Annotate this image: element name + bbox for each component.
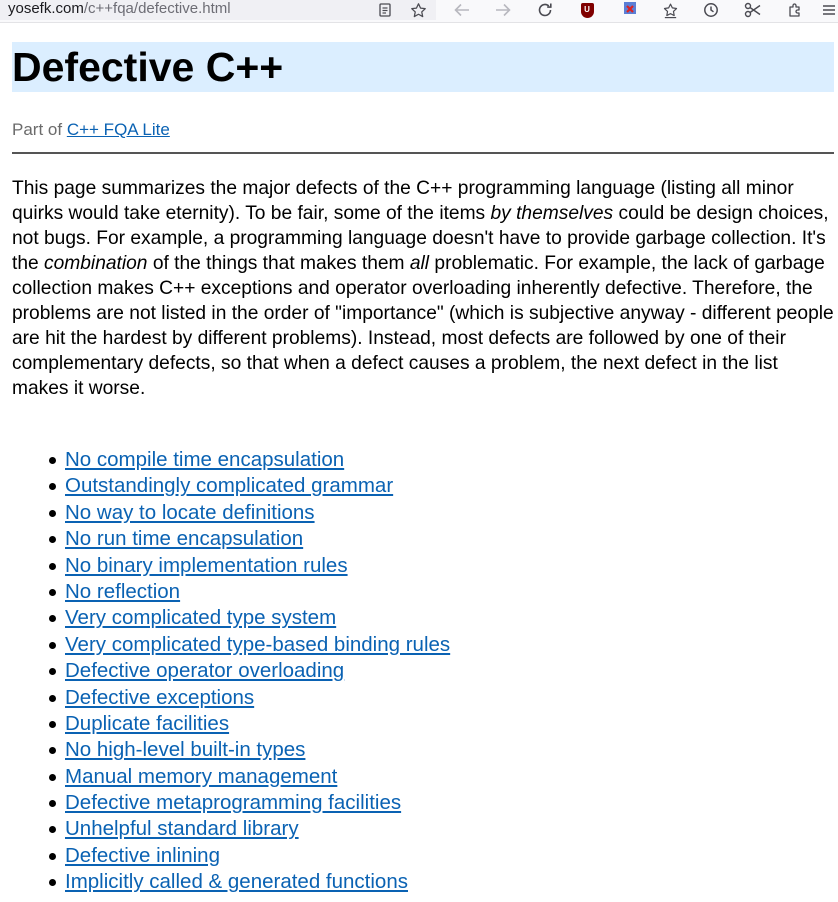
forward-icon[interactable] — [492, 0, 514, 20]
defect-link[interactable]: Defective exceptions — [65, 685, 255, 709]
extensions-icon[interactable] — [784, 0, 806, 20]
extension-icon[interactable] — [619, 0, 641, 20]
defect-link[interactable]: Defective inlining — [65, 843, 220, 867]
url-text[interactable] — [8, 0, 231, 18]
list-item — [12, 553, 450, 579]
list-item — [12, 843, 450, 869]
reader-view-icon[interactable] — [374, 0, 396, 20]
part-of-line — [12, 120, 170, 140]
intro-emphasis-3: all — [409, 253, 430, 274]
list-item — [12, 764, 450, 790]
part-of-prefix: Part of — [12, 120, 63, 139]
list-item — [12, 500, 450, 526]
bullet-icon — [49, 457, 56, 464]
defect-link[interactable]: No binary implementation rules — [65, 553, 348, 577]
defect-link[interactable]: No high-level built-in types — [65, 738, 306, 762]
bullet-icon — [49, 563, 56, 570]
bullet-icon — [49, 774, 56, 781]
menu-icon[interactable] — [818, 0, 838, 20]
bullet-icon — [49, 642, 56, 649]
bullet-icon — [49, 853, 56, 860]
list-item — [12, 816, 450, 842]
list-item — [12, 790, 450, 816]
horizontal-rule — [12, 152, 834, 154]
list-item — [12, 447, 450, 473]
page-title: Defective C++ — [12, 42, 834, 92]
url-path: /c++fqa/defective.html — [83, 0, 231, 17]
bullet-icon — [49, 483, 56, 490]
defect-link[interactable]: Unhelpful standard library — [65, 817, 299, 841]
defect-link[interactable]: Outstandingly complicated grammar — [65, 474, 394, 498]
defect-link[interactable]: Duplicate facilities — [65, 711, 230, 735]
screenshot-icon[interactable] — [742, 0, 764, 20]
defect-link[interactable]: No run time encapsulation — [65, 527, 304, 551]
intro-paragraph — [12, 176, 834, 401]
bullet-icon — [49, 747, 56, 754]
reload-icon[interactable] — [534, 0, 556, 20]
intro-text-2: could be design choices, not bugs. For example, a programming language doesn't have to provide garbage collection. It's the — [12, 203, 829, 274]
defect-link[interactable]: Manual memory management — [65, 764, 338, 788]
list-item — [12, 579, 450, 605]
intro-text-3: of the things that makes them — [147, 253, 410, 274]
back-icon[interactable] — [451, 0, 473, 20]
list-item — [12, 685, 450, 711]
address-bar[interactable] — [0, 0, 436, 20]
url-host: yosefk.com — [8, 0, 84, 17]
bullet-icon — [49, 826, 56, 833]
defect-link[interactable]: Defective operator overloading — [65, 659, 345, 683]
defect-link[interactable]: Very complicated type-based binding rules — [65, 632, 451, 656]
ublock-badge: U — [581, 3, 594, 18]
defect-link[interactable]: No reflection — [65, 579, 181, 603]
browser-toolbar — [0, 0, 838, 23]
list-item — [12, 473, 450, 499]
bullet-icon — [49, 536, 56, 543]
defect-link[interactable]: Implicitly called & generated functions — [65, 870, 408, 894]
bullet-icon — [49, 615, 56, 622]
defect-link[interactable]: No way to locate definitions — [65, 500, 315, 524]
list-item — [12, 658, 450, 684]
bullet-icon — [49, 721, 56, 728]
bullet-icon — [49, 879, 56, 886]
intro-emphasis-2: combination — [44, 253, 148, 274]
defect-link[interactable]: Very complicated type system — [65, 606, 337, 630]
list-item — [12, 737, 450, 763]
ublock-origin-icon[interactable] — [576, 0, 598, 20]
list-item — [12, 526, 450, 552]
bullet-icon — [49, 695, 56, 702]
list-item — [12, 605, 450, 631]
list-item — [12, 869, 450, 895]
defect-link[interactable]: No compile time encapsulation — [65, 448, 345, 471]
library-icon[interactable] — [659, 0, 681, 20]
defects-list — [12, 447, 450, 896]
bullet-icon — [49, 800, 56, 807]
intro-text-4: problematic. For example, the lack of garbage collection makes C++ exceptions and operator overloading inherently defective. Therefore, the problems are not listed in the order of "importance" (which is subjective anyway - different people are hit the hardest by different problems). Instead, most defects are followed by one of their complementary defects, so that when a defect causes a problem, the next defect in the list makes it worse. — [12, 253, 834, 399]
intro-text-1: This page summarizes the major defects of the C++ programming language (listing all minor quirks would take eternity). To be fair, some of the items — [12, 178, 794, 224]
bullet-icon — [49, 668, 56, 675]
bookmark-star-icon[interactable] — [407, 0, 429, 20]
list-item — [12, 632, 450, 658]
intro-emphasis-1: by themselves — [490, 203, 614, 224]
fqa-lite-link[interactable]: C++ FQA Lite — [66, 120, 170, 139]
defect-link[interactable]: Defective metaprogramming facilities — [65, 791, 402, 815]
list-item — [12, 711, 450, 737]
bullet-icon — [49, 589, 56, 596]
bullet-icon — [49, 510, 56, 517]
history-icon[interactable] — [700, 0, 722, 20]
